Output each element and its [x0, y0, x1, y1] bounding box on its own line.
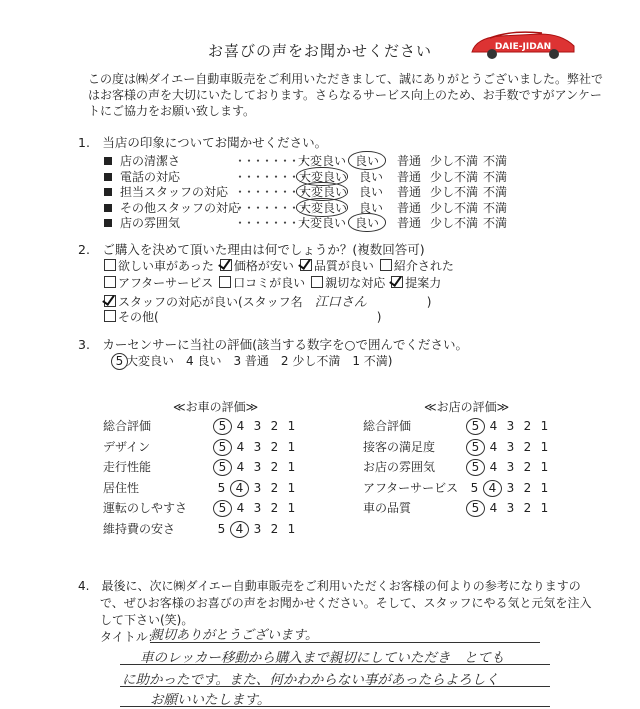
- q1-item-label: その他スタッフの対応: [120, 200, 241, 215]
- leader-dots: ・・・・・・・・: [234, 200, 307, 215]
- reason-label: 提案力: [405, 276, 442, 290]
- rating-option[interactable]: 不満: [482, 185, 507, 199]
- shop-items-row: [363, 499, 553, 516]
- q2-row1: [104, 257, 460, 274]
- rating-number[interactable]: 4: [236, 460, 245, 474]
- reason-label: 口コミが良い: [233, 276, 306, 290]
- rating-item-label: 走行性能: [103, 460, 152, 474]
- reason-checkbox[interactable]: [104, 259, 116, 271]
- q3-label: 3. カーセンサーに当社の評価(該当する数字を○で囲んでください。: [78, 337, 468, 352]
- rating-option[interactable]: 大変良い: [296, 182, 348, 201]
- rating-number[interactable]: 3: [506, 419, 515, 433]
- rating-option[interactable]: 少し不満: [429, 216, 478, 230]
- rating-number[interactable]: 1: [540, 419, 549, 433]
- q2-option: [300, 259, 374, 273]
- rating-number[interactable]: 4: [489, 460, 498, 474]
- rating-number[interactable]: 3: [253, 439, 262, 454]
- rating-number[interactable]: 3: [506, 460, 515, 474]
- rating-number[interactable]: 4: [236, 439, 245, 454]
- bullet-square: [104, 219, 112, 227]
- comment-line-3[interactable]: お願いいたします。: [150, 692, 271, 708]
- reason-checkbox[interactable]: [311, 276, 323, 288]
- reason-label: 価格が安い: [233, 259, 294, 273]
- intro-line-2: はお客様の声を大切にいたしております。さらなるサービス向上のため、お手数ですがアンケー: [88, 88, 602, 102]
- rating-number[interactable]: 4: [236, 419, 245, 433]
- rating-number[interactable]: 5: [466, 500, 485, 517]
- rating-option[interactable]: 不満: [482, 169, 507, 184]
- rating-number[interactable]: 2: [270, 501, 279, 515]
- intro-line-3: トにご協力をお願い致します。: [88, 104, 256, 118]
- rating-number[interactable]: 3: [506, 501, 515, 515]
- rating-item-label: デザイン: [103, 439, 151, 454]
- scale-five-circled: 5: [111, 353, 128, 370]
- rating-item-label: 総合評価: [103, 419, 152, 433]
- rating-number[interactable]: 3: [253, 501, 262, 515]
- rating-number[interactable]: 1: [540, 501, 549, 515]
- rating-number[interactable]: 4: [489, 419, 498, 433]
- q2-row2: [104, 274, 447, 291]
- rating-number[interactable]: 2: [270, 521, 279, 536]
- logo-text: DAIE-JIDAN: [494, 42, 552, 52]
- rating-number[interactable]: 4: [230, 521, 249, 538]
- comment-line-2[interactable]: に助かったです。また、何かわからない事があったらよろしく: [122, 672, 499, 688]
- rating-item-label: 居住性: [103, 480, 140, 495]
- q2-other-row: [104, 308, 381, 325]
- rating-number[interactable]: 1: [287, 521, 296, 536]
- staff-checkbox[interactable]: [104, 295, 116, 307]
- rating-item-label: 接客の満足度: [363, 439, 436, 454]
- q4-line-1: 4. 最後に、次に㈱ダイエー自動車販売をご利用いただくお客様の何よりの参考になりますの: [78, 579, 581, 593]
- rating-number[interactable]: 1: [540, 439, 549, 454]
- rating-number[interactable]: 4: [489, 501, 498, 515]
- rating-number[interactable]: 2: [523, 419, 532, 433]
- rating-number[interactable]: 4: [483, 480, 502, 497]
- rating-number[interactable]: 5: [466, 418, 485, 435]
- q3-scale: [113, 352, 392, 369]
- rating-number[interactable]: 5: [217, 521, 226, 536]
- staff-label: スタッフの対応が良い(スタッフ名: [118, 295, 303, 309]
- q2-option: [104, 276, 213, 290]
- reason-checkbox[interactable]: [380, 259, 392, 271]
- rating-number[interactable]: 2: [270, 460, 279, 474]
- intro-line-1: この度は㈱ダイエー自動車販売をご利用いただきまして、誠にありがとうございました。弊社で: [88, 72, 604, 86]
- q1-label: 1. 当店の印象についてお聞かせください。: [78, 135, 328, 150]
- rating-number[interactable]: 5: [213, 459, 232, 476]
- rating-number[interactable]: 5: [470, 480, 479, 495]
- rating-option[interactable]: 普通: [396, 169, 421, 184]
- other-checkbox[interactable]: [104, 310, 116, 322]
- reason-label: アフターサービス: [118, 276, 214, 290]
- car-items-row: [103, 417, 300, 434]
- rating-number[interactable]: 3: [253, 460, 262, 474]
- reason-checkbox[interactable]: [391, 276, 403, 288]
- q4-title-label: タイトル：: [100, 630, 160, 644]
- rating-item-label: 総合評価: [363, 419, 412, 433]
- q2-label: 2. ご購入を決めて頂いた理由は何でしょうか？(複数回答可): [78, 242, 425, 257]
- leader-dots: ・・・・・・・・: [234, 185, 307, 199]
- rating-number[interactable]: 3: [253, 480, 262, 495]
- reason-checkbox[interactable]: [220, 259, 232, 271]
- comment-underline-2: [120, 686, 550, 687]
- rating-number[interactable]: 5: [466, 459, 485, 476]
- rating-option[interactable]: 大変良い: [297, 216, 346, 230]
- leader-dots: ・・・・・・・・: [234, 154, 307, 168]
- rating-number[interactable]: 4: [230, 480, 249, 497]
- rating-number[interactable]: 1: [540, 460, 549, 474]
- rating-number[interactable]: 2: [270, 439, 279, 454]
- rating-item-label: 維持費の安さ: [103, 521, 176, 536]
- other-label: その他(: [118, 310, 159, 324]
- rating-option[interactable]: 少し不満: [429, 154, 478, 168]
- rating-number[interactable]: 2: [523, 480, 532, 495]
- other-close-paren: ): [376, 310, 382, 324]
- reason-label: 欲しい車があった: [118, 259, 214, 273]
- bullet-square: [104, 188, 112, 196]
- shop-items-row: [363, 458, 553, 475]
- q4-title-value[interactable]: 親切ありがとうございます。: [150, 628, 318, 643]
- shop-items-row: [363, 417, 553, 434]
- reason-checkbox[interactable]: [219, 276, 231, 288]
- rating-number[interactable]: 2: [523, 501, 532, 515]
- car-items-row: [103, 458, 300, 475]
- leader-dots: ・・・・・・・・: [234, 169, 307, 184]
- q2-option: [220, 259, 294, 273]
- rating-number[interactable]: 5: [466, 439, 485, 456]
- car-items-row: [103, 520, 300, 537]
- rating-option[interactable]: 不満: [482, 200, 507, 215]
- shop-items-row: [363, 438, 553, 455]
- rating-number[interactable]: 3: [253, 419, 262, 433]
- page-title: お喜びの声をお聞かせください: [207, 42, 432, 60]
- car-items-row: [103, 438, 300, 455]
- rating-option[interactable]: 少し不満: [429, 200, 478, 215]
- q2-option: [104, 259, 214, 273]
- rating-number[interactable]: 1: [540, 480, 549, 495]
- rating-option[interactable]: 良い: [358, 169, 383, 184]
- rating-option[interactable]: 良い: [358, 200, 383, 215]
- company-logo: [470, 30, 576, 60]
- rating-number[interactable]: 1: [287, 439, 296, 454]
- reason-label: 紹介された: [393, 259, 454, 273]
- rating-item-label: 車の品質: [363, 501, 412, 515]
- rating-option[interactable]: 少し不満: [429, 169, 478, 184]
- rating-item-label: アフターサービス: [363, 480, 459, 495]
- rating-option[interactable]: 大変良い: [296, 198, 348, 217]
- q1-item-label: 店の清潔さ: [120, 154, 181, 168]
- rating-option[interactable]: 良い: [348, 151, 386, 170]
- rating-option[interactable]: 良い: [358, 185, 383, 199]
- rating-number[interactable]: 2: [523, 439, 532, 454]
- rating-number[interactable]: 2: [523, 460, 532, 474]
- rating-number[interactable]: 2: [270, 419, 279, 433]
- rating-number[interactable]: 4: [236, 501, 245, 515]
- q4-line-3: して下さい(笑)。: [100, 613, 194, 627]
- rating-item-label: 運転のしやすさ: [103, 501, 188, 515]
- rating-option[interactable]: 普通: [396, 154, 421, 168]
- q4-line-2: で、ぜひお客様のお喜びの声をお聞かせください。そして、スタッフにやる気と元気を注入: [100, 596, 592, 610]
- rating-option[interactable]: 良い: [348, 213, 386, 232]
- rating-number[interactable]: 5: [213, 500, 232, 517]
- rating-option[interactable]: 大変良い: [296, 167, 348, 186]
- comment-underline-3: [120, 706, 550, 707]
- scale-text: 大変良い 4 良い 3 普通 2 少し不満 1 不満): [126, 354, 393, 368]
- rating-number[interactable]: 2: [270, 480, 279, 495]
- bullet-square: [104, 204, 112, 212]
- reason-checkbox[interactable]: [300, 259, 312, 271]
- rating-number[interactable]: 4: [489, 439, 498, 454]
- rating-number[interactable]: 3: [253, 521, 262, 536]
- reason-label: 親切な対応: [325, 276, 386, 290]
- leader-dots: ・・・・・・・・: [234, 216, 307, 230]
- car-items-row: [103, 499, 300, 516]
- shop-items-row: [363, 479, 553, 496]
- comment-line-1[interactable]: 車のレッカー移動から購入まで親切にしていただき とても: [140, 650, 505, 666]
- shop-rating-header: ≪お店の評価≫: [424, 400, 510, 414]
- comment-underline-1: [120, 664, 550, 665]
- rating-option[interactable]: 不満: [482, 216, 507, 230]
- q1-row: [104, 213, 510, 232]
- q2-option: [380, 259, 454, 273]
- rating-number[interactable]: 5: [213, 418, 232, 435]
- rating-number[interactable]: 5: [217, 480, 226, 495]
- bullet-square: [104, 173, 112, 181]
- q1-item-label: 店の雰囲気: [120, 216, 181, 230]
- staff-name-handwritten: 江口さん: [314, 295, 367, 310]
- rating-number[interactable]: 1: [287, 480, 296, 495]
- rating-number[interactable]: 1: [287, 419, 296, 433]
- q1-item-label: 電話の対応: [120, 169, 181, 184]
- bullet-square: [104, 157, 112, 165]
- q2-option: [391, 276, 441, 290]
- q2-option: [219, 276, 305, 290]
- rating-number[interactable]: 1: [287, 460, 296, 474]
- staff-close-paren: ): [426, 295, 432, 309]
- rating-option[interactable]: 少し不満: [429, 185, 478, 199]
- rating-number[interactable]: 1: [287, 501, 296, 515]
- rating-item-label: お店の雰囲気: [363, 460, 436, 474]
- rating-option[interactable]: 不満: [482, 154, 507, 168]
- rating-number[interactable]: 5: [213, 439, 232, 456]
- rating-number[interactable]: 3: [506, 480, 515, 495]
- title-underline: [150, 642, 540, 643]
- rating-option[interactable]: 普通: [396, 185, 421, 199]
- car-rating-header: ≪お車の評価≫: [173, 400, 259, 414]
- reason-label: 品質が良い: [313, 259, 374, 273]
- rating-option[interactable]: 大変良い: [297, 154, 346, 168]
- reason-checkbox[interactable]: [104, 276, 116, 288]
- q2-option: [311, 276, 385, 290]
- car-items-row: [103, 479, 300, 496]
- rating-option[interactable]: 普通: [396, 216, 421, 230]
- rating-number[interactable]: 3: [506, 439, 515, 454]
- rating-option[interactable]: 普通: [396, 200, 421, 215]
- q1-item-label: 担当スタッフの対応: [120, 185, 229, 199]
